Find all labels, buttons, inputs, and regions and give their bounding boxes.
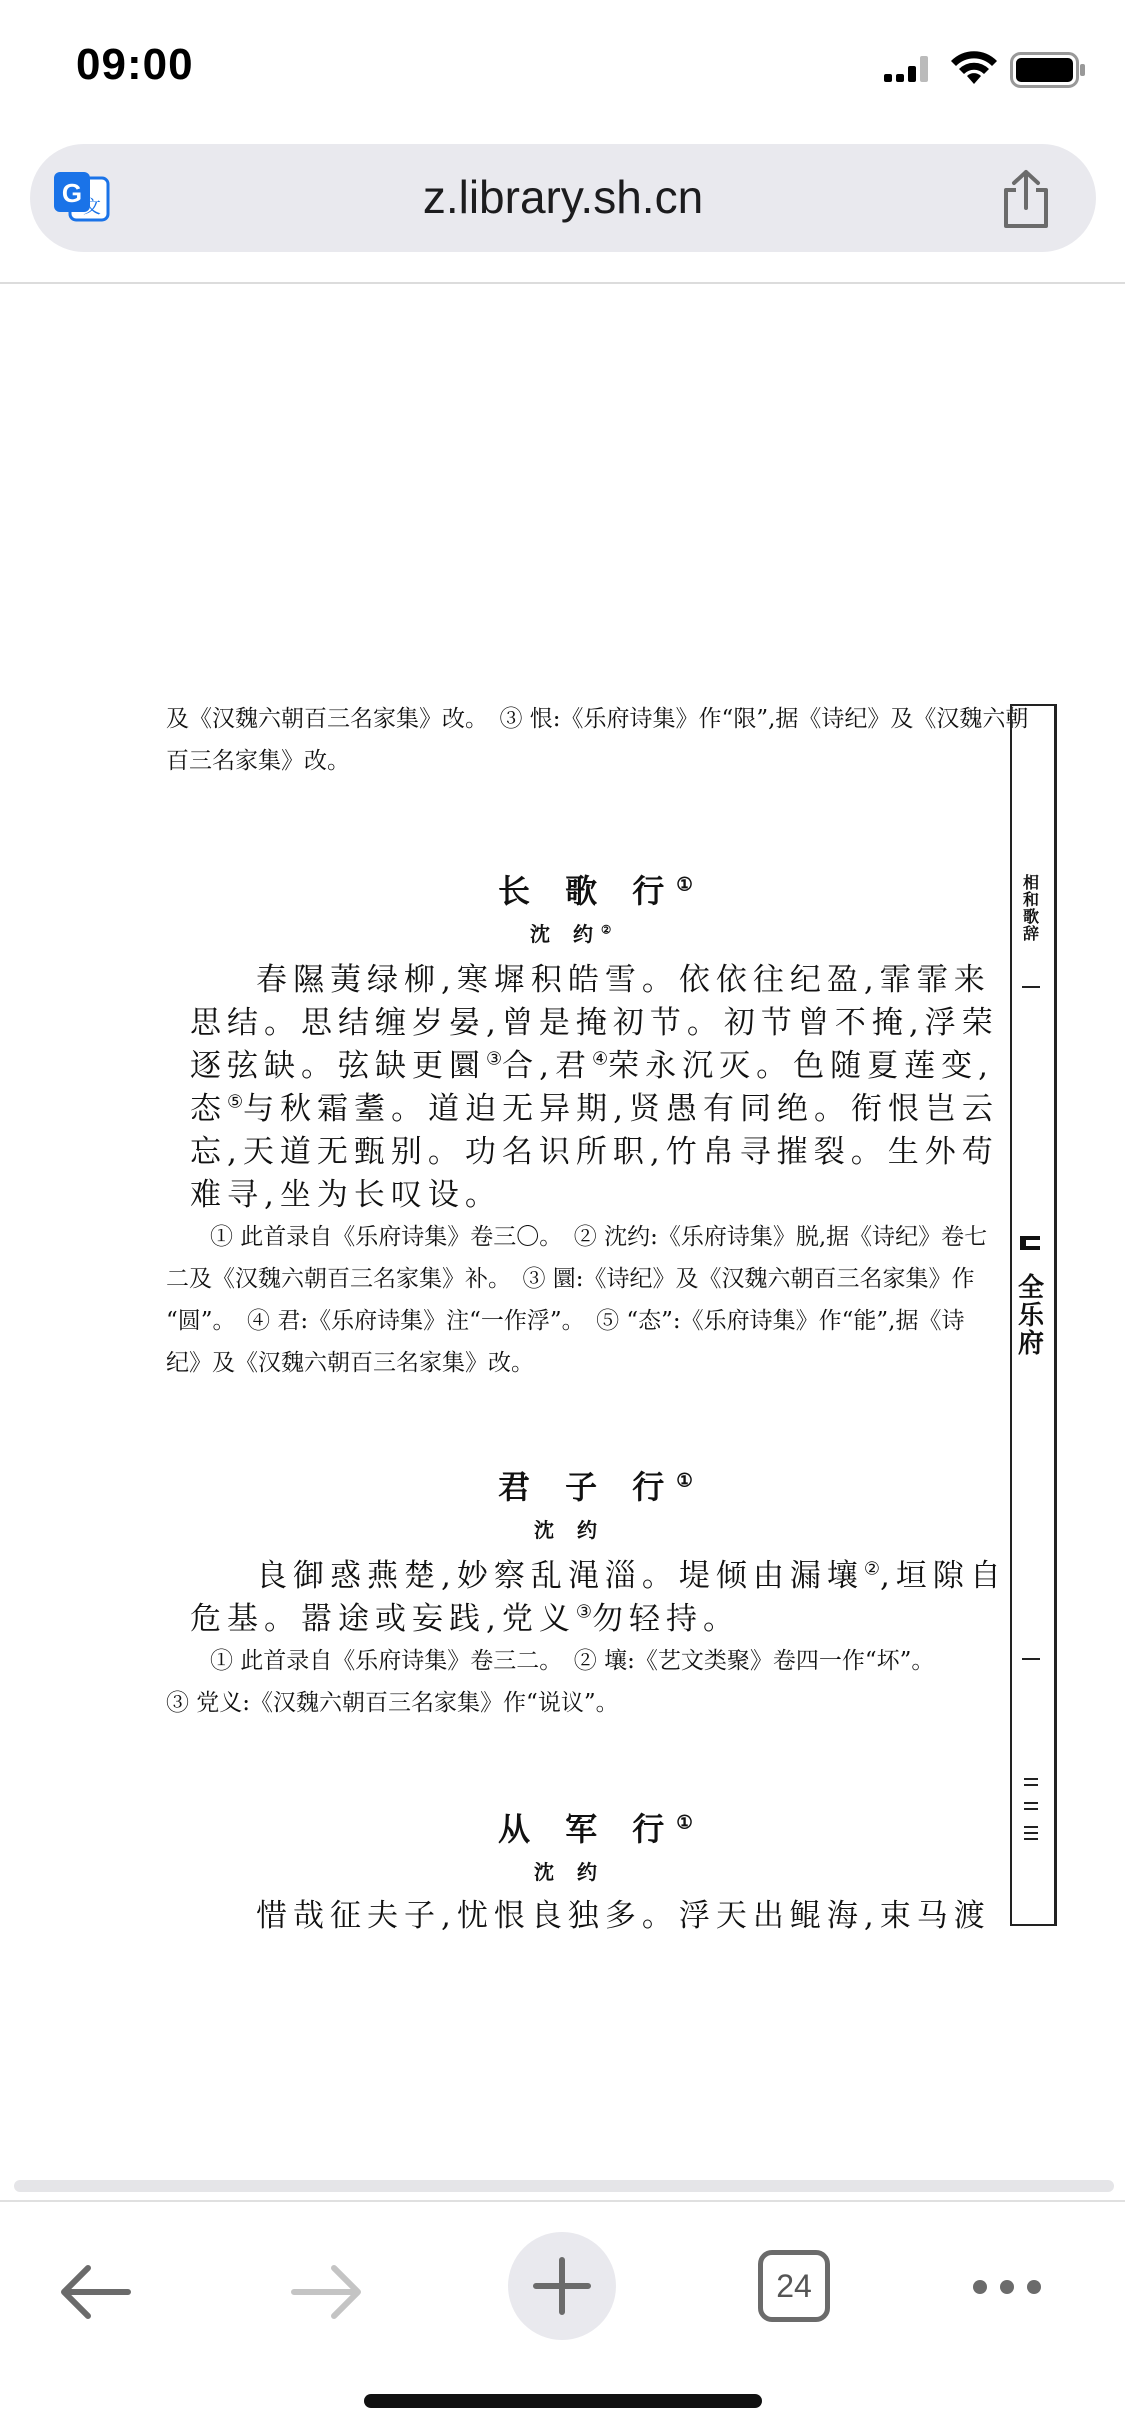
- status-time: 09:00: [76, 40, 194, 89]
- home-indicator[interactable]: [364, 2394, 762, 2408]
- footnote-line: 百三名家集》改。: [166, 748, 350, 774]
- poem-author: 沈 约②: [530, 922, 612, 946]
- tab-switcher-button[interactable]: [758, 2250, 830, 2322]
- footnote-line: “圆”。 ④ 君:《乐府诗集》注“一作浮”。 ⑤ “态”:《乐府诗集》作“能”,据《诗: [166, 1308, 965, 1334]
- poem-author: 沈 约: [534, 1860, 605, 1884]
- footnote-line: 二及《汉魏六朝百三名家集》补。 ③ 圜:《诗纪》及《汉魏六朝百三名家集》作: [166, 1266, 975, 1292]
- poem-line: 难寻,坐为长叹设。: [190, 1177, 502, 1213]
- poem-title: 长 歌 行①: [498, 872, 693, 910]
- poem-line: 惜哉征夫子,忧恨良独多。浮天出鲲海,束马渡: [256, 1898, 991, 1934]
- margin-book-title: 全乐府: [1017, 1273, 1044, 1359]
- back-arrow-icon[interactable]: [58, 2262, 132, 2322]
- plus-icon: [508, 2232, 616, 2340]
- footnote-line: ① 此首录自《乐府诗集》卷三〇。 ② 沈约:《乐府诗集》脱,据《诗纪》卷七: [210, 1224, 988, 1250]
- poem-line: 思结。思结缠岁晏,曾是掩初节。初节曾不掩,浮荣: [190, 1005, 999, 1041]
- margin-section-label: 相和歌辞: [1022, 873, 1039, 943]
- poem-line: 态⑤与秋霜耋。道迫无异期,贤愚有同绝。衔恨岂云: [190, 1091, 999, 1127]
- more-options-icon[interactable]: [970, 2272, 1044, 2302]
- poem-line: 忘,天道无甄别。功名识所职,竹帛寻摧裂。生外苟: [190, 1134, 999, 1170]
- poem-title: 君 子 行①: [498, 1468, 693, 1506]
- status-bar: [0, 0, 1125, 140]
- margin-divider: [1022, 1658, 1040, 1660]
- poem-line: 逐弦缺。弦缺更圜③合,君④荣永沉灭。色随夏莲变,: [190, 1048, 994, 1084]
- wifi-icon: [950, 50, 998, 86]
- tab-count: 24: [776, 2268, 812, 2304]
- poem-line: 危基。嚣途或妄践,党义③勿轻持。: [190, 1601, 740, 1637]
- horizontal-scroll-indicator[interactable]: [14, 2180, 1114, 2192]
- page-number-mark-icon: [1024, 1774, 1038, 1844]
- scanned-page: [0, 284, 1125, 2174]
- footnote-line: ① 此首录自《乐府诗集》卷三二。 ② 壤:《艺文类聚》卷四一作“坏”。: [210, 1648, 935, 1674]
- footnote-line: 纪》及《汉魏六朝百三名家集》改。: [166, 1350, 534, 1376]
- bracket-mark-icon: [1018, 1234, 1042, 1252]
- poem-line: 良御惑燕楚,妙察乱渑淄。堤倾由漏壤②,垣隙自: [256, 1558, 1007, 1594]
- svg-text:G: G: [61, 178, 83, 208]
- url-text[interactable]: z.library.sh.cn: [422, 171, 704, 223]
- forward-arrow-icon[interactable]: [290, 2262, 364, 2322]
- poem-author: 沈 约: [534, 1518, 605, 1542]
- new-tab-button[interactable]: [508, 2232, 616, 2340]
- cellular-signal-icon: [884, 54, 934, 88]
- address-bar[interactable]: [30, 144, 1096, 252]
- footnote-line: 及《汉魏六朝百三名家集》改。 ③ 恨:《乐府诗集》作“限”,据《诗纪》及《汉魏六朝: [166, 706, 1029, 732]
- battery-icon: [1010, 52, 1088, 88]
- margin-divider: [1022, 986, 1040, 988]
- poem-title: 从 军 行①: [498, 1810, 693, 1848]
- poem-line: 春隰荑绿柳,寒墀积皓雪。依依往纪盈,霏霏来: [256, 962, 991, 998]
- svg-text:文: 文: [83, 197, 101, 218]
- share-icon[interactable]: [996, 168, 1056, 232]
- footnote-line: ③ 党义:《汉魏六朝百三名家集》作“说议”。: [166, 1690, 619, 1716]
